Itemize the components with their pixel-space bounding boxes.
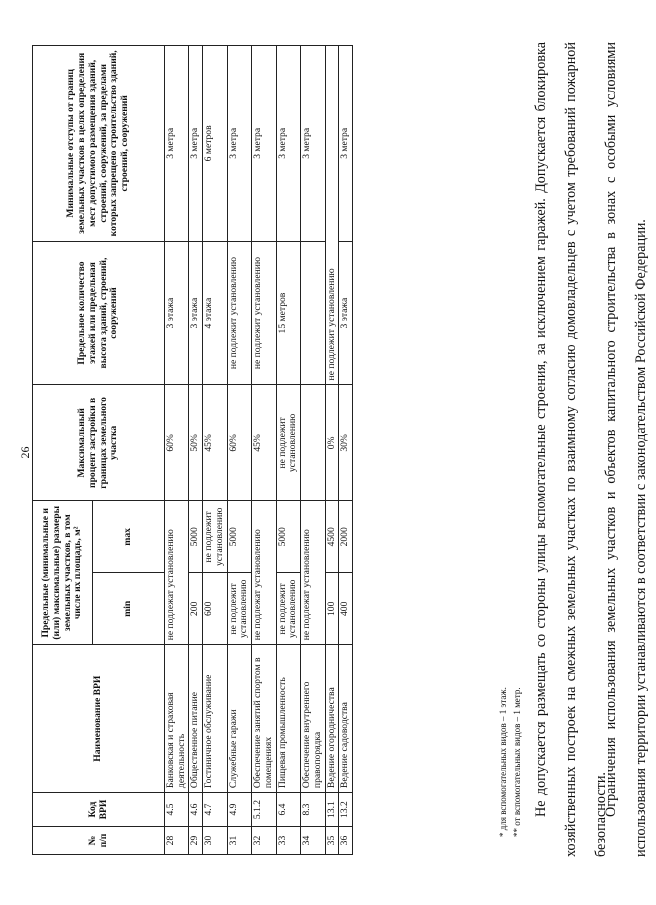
cell-min: 600 [203, 573, 227, 645]
cell-floors: не подлежит установлению [227, 241, 251, 385]
page-number: 26 [18, 446, 32, 459]
cell-num: 36 [339, 827, 353, 855]
cell-min: не подлежит установлению [276, 573, 300, 645]
cell-area: не подлежат установлению [165, 501, 189, 645]
cell-floors: 4 этажа [203, 241, 227, 385]
cell-name: Ведение огородничества [325, 645, 339, 793]
cell-max: 5000 [227, 501, 251, 573]
cell-setback: 3 метра [189, 46, 203, 242]
cell-num: 33 [276, 827, 300, 855]
header-code: Код ВРИ [33, 793, 165, 827]
header-min: min [93, 573, 165, 645]
paragraph-restrictions: Ограничения использования земельных участков и объектов капитального строительства в зонах с особыми условиями использования территории устанавливаются в соответствии с законодательством Российской Федерации. [603, 42, 649, 857]
header-floors: Предельное количество этажей или предельная высота зданий, строений, сооружений [33, 241, 165, 385]
table-row [203, 46, 227, 855]
cell-setback: 3 метра [339, 46, 353, 242]
cell-build: 60% [227, 385, 251, 501]
cell-floors [301, 241, 325, 385]
cell-floors: 3 этажа [165, 241, 189, 385]
cell-build: не подлежит установлению [276, 385, 300, 501]
cell-max: 5000 [276, 501, 300, 573]
cell-max: 4500 [325, 501, 339, 573]
header-num: № п/п [33, 827, 165, 855]
cell-build: 45% [252, 385, 276, 501]
cell-code: 5.1.2 [252, 793, 276, 827]
cell-setback: 6 метров [203, 46, 227, 242]
header-max: max [93, 501, 165, 573]
cell-build: 30% [339, 385, 353, 501]
cell-code: 8.3 [301, 793, 325, 827]
cell-code: 4.6 [189, 793, 203, 827]
cell-floors: 3 этажа [189, 241, 203, 385]
cell-min: 100 [325, 573, 339, 645]
paragraph-outbuildings: Не допускается размещать со стороны улицы вспомогательные строения, за исключением гаражей. Допускается блокировка хозяйственных построек на смежных земельных участках по взаимному согласию домовладельцев с учетом требований пожарной безопасности. [533, 42, 609, 857]
cell-name: Обеспечение внутреннего правопорядка [301, 645, 325, 793]
cell-name: Обеспечение занятий спортом в помещениях [252, 645, 276, 793]
table-row [252, 46, 276, 855]
cell-name: Служебные гаражи [227, 645, 251, 793]
table-row [276, 46, 300, 855]
cell-max: не подлежит установлению [203, 501, 227, 573]
cell-min: не подлежит установлению [227, 573, 251, 645]
cell-num: 32 [252, 827, 276, 855]
cell-num: 29 [189, 827, 203, 855]
cell-floors: 15 метров [276, 241, 300, 385]
header-area-group: Предельные (минимальные и (или) максимальные) размеры земельных участков, в том числе их площадь, м² [33, 501, 93, 645]
cell-min: 200 [189, 573, 203, 645]
cell-num: 34 [301, 827, 325, 855]
zoning-parameters-table [32, 45, 353, 855]
cell-setback: 3 метра [301, 46, 325, 242]
cell-name: Общественное питание [189, 645, 203, 793]
header-max-build: Максимальный процент застройки в границах земельного участка [33, 385, 165, 501]
cell-min: 400 [339, 573, 353, 645]
cell-setback: 3 метра [165, 46, 189, 242]
footnote-floors: * для вспомогательных видов – 1 этаж. [498, 687, 508, 837]
cell-name: Ведение садоводства [339, 645, 353, 793]
cell-num: 28 [165, 827, 189, 855]
cell-name: Пищевая промышленность [276, 645, 300, 793]
cell-code: 13.1 [325, 793, 339, 827]
cell-build [301, 385, 325, 501]
cell-code: 6.4 [276, 793, 300, 827]
header-setback: Минимальные отступы от границ земельных участков в целях определения мест допустимого размещения зданий, строений, сооружений, за пределами которых запрещено строительство зданий, строений, сооружений [33, 46, 165, 242]
cell-build: 50% [189, 385, 203, 501]
table-row [227, 46, 251, 855]
footnote-setback: ** от вспомогательных видов – 1 метр. [512, 687, 522, 837]
cell-code: 13.2 [339, 793, 353, 827]
table-row [325, 46, 339, 855]
cell-name: Банковская и страховая деятельность [165, 645, 189, 793]
cell-num: 35 [325, 827, 339, 855]
table-row [189, 46, 203, 855]
cell-code: 4.9 [227, 793, 251, 827]
cell-setback: 3 метра [227, 46, 251, 242]
cell-floors: не подлежит установлению [252, 241, 276, 385]
cell-code: 4.7 [203, 793, 227, 827]
cell-area: не подлежат установлению [252, 501, 276, 645]
cell-build: 0% [325, 385, 339, 501]
cell-num: 30 [203, 827, 227, 855]
cell-build: 60% [165, 385, 189, 501]
table-row [301, 46, 325, 855]
cell-setback: 3 метра [276, 46, 300, 242]
cell-max: 2000 [339, 501, 353, 573]
cell-span: не подлежит установлению [325, 46, 339, 385]
table-row [339, 46, 353, 855]
cell-max: 5000 [189, 501, 203, 573]
table-row [165, 46, 189, 855]
cell-area: не подлежат установлению [301, 501, 325, 645]
header-name: Наименование ВРИ [33, 645, 165, 793]
cell-num: 31 [227, 827, 251, 855]
cell-setback: 3 метра [252, 46, 276, 242]
cell-floors: 3 этажа [339, 241, 353, 385]
cell-build: 45% [203, 385, 227, 501]
cell-name: Гостиничное обслуживание [203, 645, 227, 793]
cell-code: 4.5 [165, 793, 189, 827]
